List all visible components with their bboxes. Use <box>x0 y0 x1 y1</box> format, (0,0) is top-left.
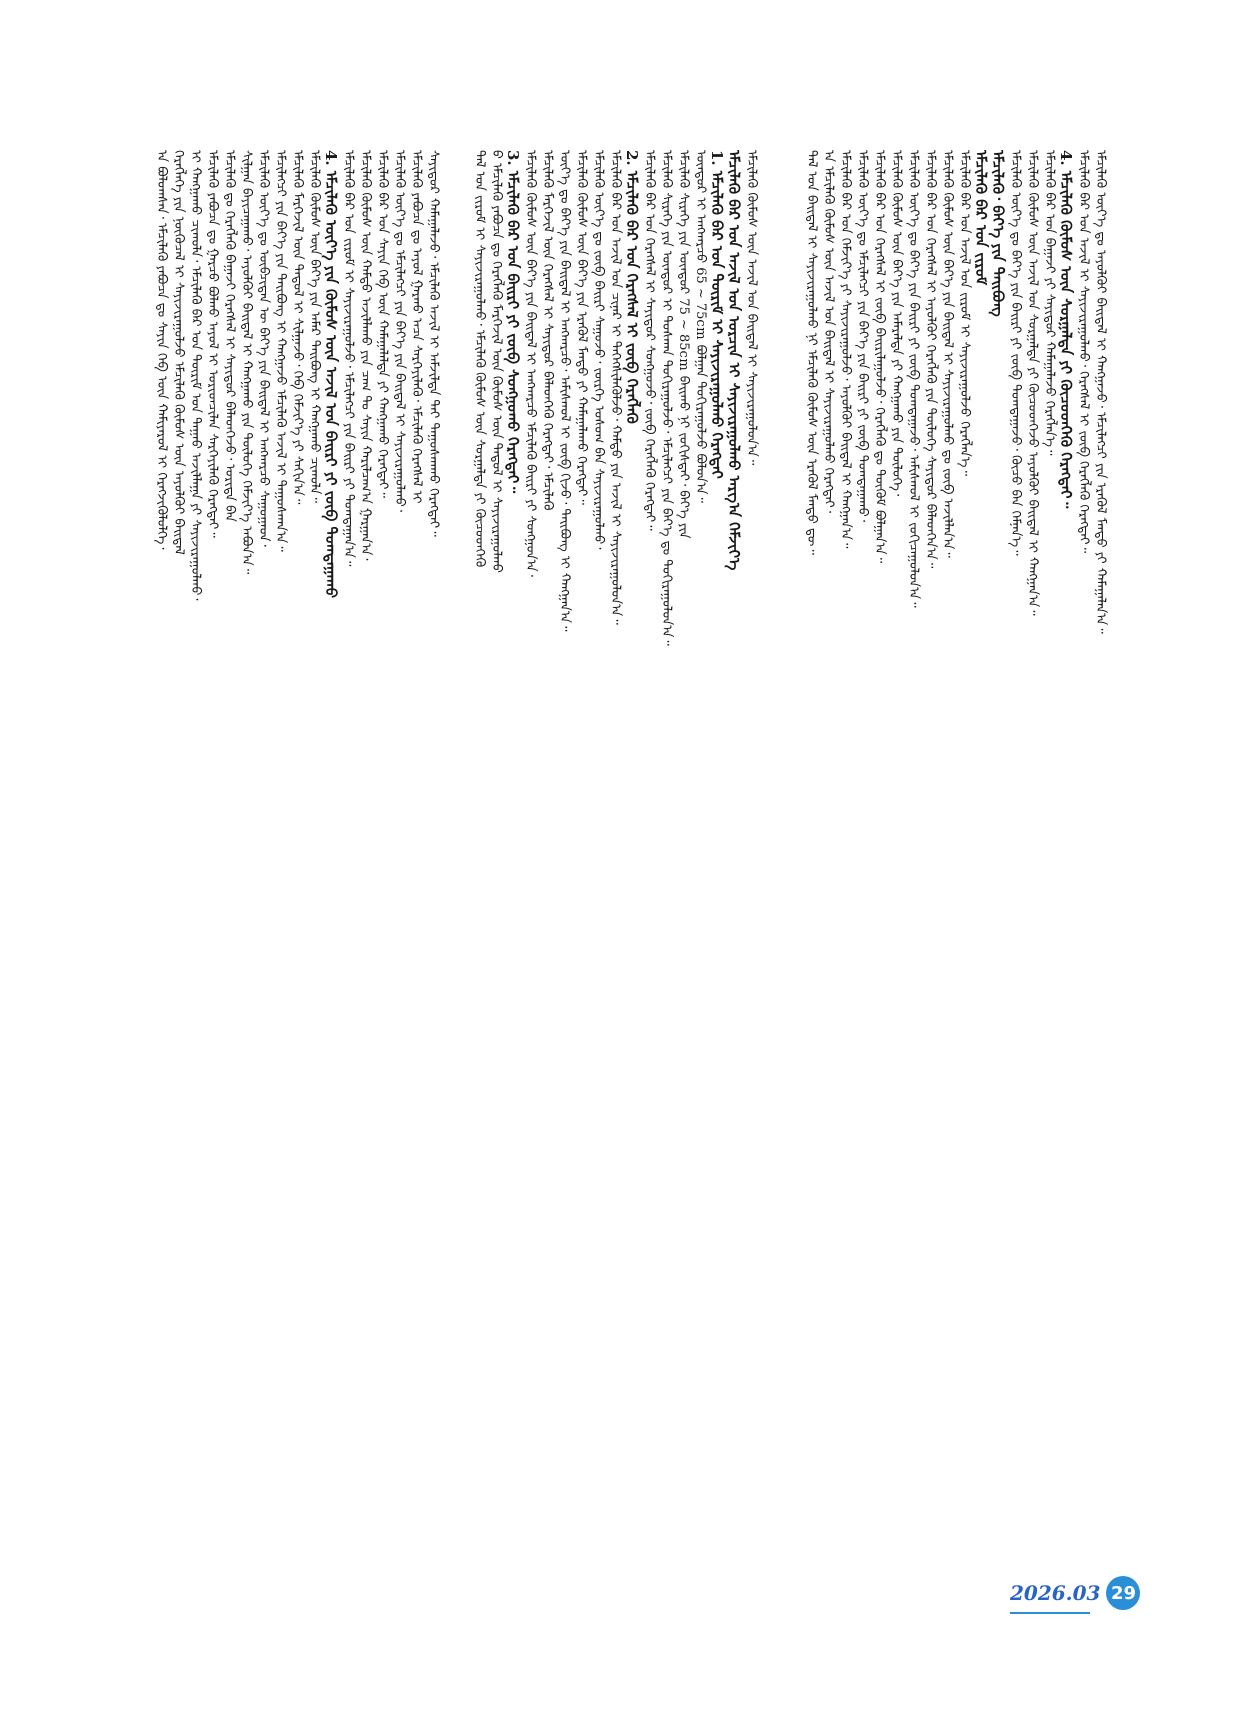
text-column: ᠡᠮᠴᠢᠯᠡᠬᠦ ᠪᠠᠷ ᠤᠨ ᠠᠵᠢᠯ ᠤᠨ ᠵᠢᠷᠤᠮ ᠢ ᠰᠠᠶᠢᠵᠢᠷᠠᠭᠤᠯᠵᠤ ᠬᠡᠷᠡᠭᠯᠡᠨ᠎ᠡ᠃ <box>957 150 972 477</box>
text-column: ᠬᠡᠷᠡᠭᠯᠡᠭᠡ ᠶᠢᠨ ᠨᠥᠬᠦᠴᠡᠯ ᠢ ᠰᠠᠶᠢᠵᠢᠷᠠᠭᠤᠯᠵᠤ ᠡᠮᠴᠢᠯᠡᠬᠦ ᠬᠦᠮᠦᠰ ᠦᠨ ᠠᠶᠤᠯᠭᠦᠢ ᠪᠠᠢᠳᠠᠯ <box>171 150 186 555</box>
text-column: ᠡᠮᠴᠢᠯᠡᠬᠦ ᠬᠦᠮᠦᠰ ᠦᠨ ᠪᠡᠶ᠎ᠡ ᠶᠢᠨ ᠪᠠᠢᠳᠠᠯ ᠢ ᠠᠩᠬᠠᠷᠴᠤ ᠡᠮᠴᠢᠯᠡᠬᠦ ᠪᠠᠢᠷᠢ ᠶᠢ ᠰᠣᠩᠭᠣᠨ᠎ᠠ᠂ <box>523 150 538 577</box>
text-column: ᠡᠮᠴᠢᠯᠡᠬᠦ ᠦᠶ᠎ᠡ ᠳᠤ ᠠᠶᠤᠯᠭᠦᠢ ᠪᠠᠢᠳᠠᠯ ᠢ ᠬᠠᠩᠭᠠᠵᠤ᠂ ᠡᠮᠴᠢᠯᠡᠭᠴᠢ ᠶᠢᠨ ᠡᠷᠡᠭᠦᠯ ᠮᠡᠨᠳᠦ ᠶᠢ ᠬᠠᠮᠠᠭᠠᠯᠠᠨ᠎ᠠ᠃ <box>1093 150 1108 634</box>
section-heading: 2. ᠡᠮᠴᠢᠯᠡᠬᠦ ᠪᠠᠷ ᠤᠨ ᠬᠡᠷᠡᠭᠰᠡᠯ ᠢ ᠵᠥᠪ ᠬᠡᠷᠡᠭᠯᠡᠬᠦ <box>623 150 641 424</box>
footer-underline <box>1010 1612 1090 1614</box>
text-column: ᠡᠮᠴᠢᠯᠡᠬᠦ ᠪᠠᠷ ᠤᠨ ᠰᠠᠶᠢᠨ ᠬᠡᠪ ᠦᠨ ᠬᠠᠮᠠᠭᠠᠯᠠᠯᠲᠠ ᠶᠢ ᠬᠠᠩᠭᠠᠬᠤ ᠬᠡᠷᠡᠭᠲᠡᠢ᠃ <box>375 150 390 498</box>
text-column: ᠡᠮᠴᠢᠯᠡᠬᠦ ᠦᠶ᠎ᠡ ᠳᠤ ᠪᠡᠶ᠎ᠡ ᠶᠢᠨ ᠪᠠᠢᠷᠢ ᠶᠢ ᠵᠥᠪ ᠲᠣᠭᠲᠠᠭᠠᠵᠤ᠂ ᠠᠮᠢᠰᠬᠤᠯ ᠢ ᠵᠣᠬᠢᠴᠠᠭᠤᠯᠤᠨ᠎ᠠ᠃ <box>906 150 921 608</box>
text-column: ᠡᠮᠴᠢᠯᠡᠬᠦ ᠬᠦᠮᠦᠰ ᠦᠨ ᠠᠵᠢᠯ ᠤᠨ ᠪᠠᠢᠳᠠᠯ ᠢ ᠰᠠᠶᠢᠵᠢᠷᠠᠭᠤᠯᠤᠨ᠎ᠠ᠃ <box>744 150 759 466</box>
text-column: ᠡᠮᠴᠢᠯᠡᠬᠦ ᠮᠡᠷᠭᠡᠵᠢᠯ ᠦᠨ ᠬᠡᠷᠡᠭᠰᠡᠯ ᠢ ᠰᠠᠶᠢᠲᠤᠷ ᠪᠡᠯᠡᠳᠬᠡᠬᠦ ᠬᠡᠷᠡᠭᠲᠡᠢ᠂ ᠡᠮᠴᠢᠯᠡᠬᠦ <box>540 150 555 511</box>
text-column: ᠡᠮᠴᠢᠯᠡᠬᠦ ᠰᠢᠷᠡᠭᠡ ᠶᠢᠨ ᠥᠨᠳᠦᠷ 75 ~ 85cm ᠪᠠᠢᠬᠤ ᠨᠢ ᠵᠣᠬᠢᠰᠲᠠᠢ᠂ ᠪᠡᠶ᠎ᠡ ᠶᠢᠨ <box>676 150 691 539</box>
section-heading: 3. ᠡᠮᠴᠢᠯᠡᠬᠦ ᠪᠠᠷ ᠤᠨ ᠪᠠᠢᠷᠢ ᠶᠢ ᠵᠥᠪ ᠰᠣᠩᠭᠣᠬᠤ ᠬᠡᠷᠡᠭᠲᠡᠢ᠃ <box>504 150 522 494</box>
text-column: ᠡᠮᠴᠢᠯᠡᠬᠦ ᠦᠶ᠎ᠡ ᠳᠤ ᠵᠥᠪ ᠪᠠᠢᠷᠢ ᠰᠠᠭᠤᠵᠤ᠂ ᠵᠦᠷᠬᠡ ᠤᠰᠤᠭ ᠪᠠᠨ ᠰᠠᠶᠢᠵᠢᠷᠠᠭᠤᠯᠬᠤ᠂ <box>591 150 606 550</box>
text-column: ᠡᠮᠴᠢᠯᠡᠬᠦ ᠪᠠᠷ ᠤᠨ ᠪᠠᠭᠠᠵᠢ ᠶᠢ ᠰᠠᠶᠢᠲᠤᠷ ᠬᠠᠮᠠᠭᠠᠯᠠᠵᠤ ᠬᠡᠷᠡᠭᠯᠡᠨ᠎ᠡ᠃ <box>1042 150 1057 456</box>
section-heading: 4. ᠡᠮᠴᠢᠯᠡᠬᠦ ᠦᠶ᠎ᠡ ᠶᠢᠨ ᠬᠦᠮᠦᠰ ᠦᠨ ᠠᠵᠢᠯ ᠤᠨ ᠪᠠᠢᠷᠢ ᠶᠢ ᠵᠦᠪ ᠲᠣᠭᠲᠠᠭᠠᠬᠤ <box>322 150 340 598</box>
text-column: ᠡᠮᠴᠢᠯᠡᠬᠦ ᠬᠦᠮᠦᠰ ᠦᠨ ᠪᠡᠶ᠎ᠡ ᠶᠢᠨ ᠠᠮᠠᠷᠠᠯᠲᠠ ᠶᠢ ᠬᠠᠩᠭᠠᠬᠤ ᠶᠢᠨ ᠲᠥᠯᠦᠭᠡ᠂ <box>889 150 904 497</box>
text-column: ᠡᠮᠴᠢᠯᠡᠬᠦ ᠬᠦᠮᠦᠰ ᠦᠨ ᠪᠡᠶ᠎ᠡ ᠶᠢᠨ ᠪᠠᠢᠳᠠᠯ ᠢ ᠰᠠᠶᠢᠵᠢᠷᠠᠭᠤᠯᠬᠤ ᠳᠤ ᠵᠥᠪ ᠠᠵᠢᠯᠯᠠᠨ᠎ᠠ᠃ <box>940 150 955 558</box>
text-section-middle <box>468 150 768 1490</box>
page-text-body <box>150 150 1108 1490</box>
text-column: ᠦᠶ᠎ᠡ ᠳᠤ ᠪᠡᠶ᠎ᠡ ᠶᠢᠨ ᠪᠠᠢᠳᠠᠯ ᠢ ᠠᠩᠬᠠᠷᠴᠤ᠂ ᠠᠮᠢᠰᠬᠤᠯ ᠢ ᠵᠥᠪ ᠬᠢᠵᠦ᠂ ᠲᠠᠢᠪᠤᠩ ᠢ ᠬᠠᠩᠭᠠᠨ᠎ᠠ᠃ <box>557 150 572 632</box>
text-column: ᠡᠮᠴᠢᠯᠡᠬᠦ ᠪᠠᠷ ᠤᠨ ᠠᠵᠢᠯ ᠤᠨ ᠴᠢᠨᠠᠷ ᠢ ᠳᠡᠭᠡᠭᠰᠢᠯᠡᠭᠦᠯᠵᠦ᠂ ᠬᠠᠮᠲᠤ ᠶᠢᠨ ᠠᠵᠢᠯ ᠢ ᠰᠠᠶᠢᠵᠢᠷᠠᠭᠤᠯᠤᠨ᠎ᠠ᠃ <box>608 150 623 625</box>
text-column: ᠡᠮᠴᠢᠯᠡᠬᠦ ᠳᠤ ᠬᠡᠷᠡᠭᠯᠡᠬᠦ ᠪᠠᠭᠠᠵᠢ ᠬᠡᠷᠡᠭᠰᠡᠯ ᠢ ᠰᠠᠶᠢᠲᠤᠷ ᠪᠡᠯᠡᠳᠬᠡᠵᠦ᠂ ᠤᠷᠢᠳᠠ ᠪᠡᠨ <box>222 150 237 522</box>
text-column: ᠡᠮᠴᠢᠯᠡᠬᠦ ᠬᠦᠮᠦᠰ ᠦᠨ ᠬᠠᠮᠲᠤ ᠠᠵᠢᠯᠯᠠᠬᠤ ᠶᠢᠨ ᠴᠠᠭ ᠲᠤ ᠰᠠᠶᠢᠨ ᠬᠠᠷᠢᠯᠴᠠᠭ᠎ᠠ ᠭᠠᠷᠭᠠᠨ᠎ᠠ᠂ <box>358 150 373 561</box>
text-column: ᠡᠮᠴᠢᠯᠡᠬᠦ ᠬᠦᠮᠦᠰ ᠦᠨ ᠪᠡᠶ᠎ᠡ ᠶᠢᠨ ᠡᠷᠡᠭᠦᠯ ᠮᠡᠨᠳᠦ ᠶᠢ ᠬᠠᠮᠠᠭᠠᠯᠠᠬᠤ ᠬᠡᠷᠡᠭᠲᠡᠢ᠃ <box>574 150 589 505</box>
text-column: ᠡᠮᠴᠢᠯᠡᠬᠦ ᠪᠠᠷ ᠤᠨ ᠬᠡᠷᠡᠭᠰᠡᠯ ᠢ ᠵᠥᠪ ᠪᠠᠢᠷᠢᠯᠠᠭᠤᠯᠵᠤ᠂ ᠬᠡᠷᠡᠭᠯᠡᠬᠦ ᠳᠤ ᠳᠥᠬᠦᠮ ᠪᠣᠯᠭᠠᠨ᠎ᠠ᠃ <box>872 150 887 564</box>
text-column: ᠡᠮᠴᠢᠯᠡᠬᠦ ᠪᠠᠷ ᠤᠨ ᠬᠡᠮᠵᠢᠶ᠎ᠡ ᠶᠢ ᠰᠠᠶᠢᠵᠢᠷᠠᠭᠤᠯᠵᠤ᠂ ᠠᠶᠤᠯᠭᠦᠢ ᠪᠠᠢᠳᠠᠯ ᠢ ᠬᠠᠩᠭᠠᠨ᠎ᠠ᠃ <box>838 150 853 549</box>
text-column: ᠡᠮᠴᠢᠯᠡᠬᠦ ᠰᠢᠷᠡᠭᠡ ᠶᠢᠨ ᠥᠨᠳᠦᠷ ᠢ ᠳᠤᠰᠬᠠᠨ ᠲᠣᠬᠢᠷᠠᠭᠤᠯᠵᠤ᠂ ᠡᠮᠴᠢᠯᠡᠭᠴᠢ ᠶᠢᠨ ᠪᠡᠶ᠎ᠡ ᠳᠤ ᠲᠣᠬᠢᠷᠠᠭᠤᠯᠤᠨ᠎ᠠ᠃ <box>659 150 674 646</box>
text-column: ᠡᠮᠴᠢᠯᠡᠬᠦ ᠦᠶ᠎ᠡ ᠳᠤ ᠡᠮᠴᠢᠯᠡᠭᠴᠢ ᠶᠢᠨ ᠪᠡᠶ᠎ᠡ ᠶᠢᠨ ᠪᠠᠢᠷᠢ ᠶᠢ ᠵᠥᠪ ᠲᠣᠭᠲᠠᠭᠠᠬᠤ᠂ <box>855 150 870 523</box>
text-column: ᠡᠮᠴᠢᠯᠡᠬᠦ ᠶᠠᠪᠤᠴᠠ ᠳᠤ ᠭᠠᠷᠴᠤ ᠪᠣᠯᠬᠤ ᠠᠶᠤᠯ ᠢ ᠤᠷᠢᠳᠴᠢᠯᠠᠨ ᠰᠡᠷᠭᠡᠶᠢᠯᠡᠬᠦ ᠬᠡᠷᠡᠭᠲᠡᠢ᠃ <box>205 150 220 538</box>
text-column: ᠡᠮᠴᠢᠯᠡᠬᠦ ᠶᠠᠪᠤᠴᠠ ᠳᠤ ᠠᠶᠤᠯ ᠭᠠᠷᠬᠤ ᠠᠴᠠ ᠰᠡᠷᠭᠡᠶᠢᠯᠡᠬᠦ᠂ ᠡᠮᠴᠢᠯᠡᠬᠦ ᠬᠡᠷᠡᠭᠰᠡᠯ ᠢ <box>409 150 424 504</box>
text-column: ᠰᠢᠯᠭᠠᠨ ᠪᠠᠶᠢᠴᠠᠭᠠᠬᠤ᠂ ᠠᠶᠤᠯᠭᠦᠢ ᠪᠠᠢᠳᠠᠯ ᠢ ᠬᠠᠩᠭᠠᠬᠤ ᠶᠢᠨ ᠲᠦᠯᠦᠭᠡ ᠬᠡᠮᠵᠢᠶ᠎ᠡ ᠠᠪᠤᠨ᠎ᠠ᠃ <box>239 150 254 575</box>
text-column: ᠲᠠᠯ ᠤᠨ ᠵᠢᠷᠤᠮ ᠢ ᠰᠠᠶᠢᠵᠢᠷᠠᠭᠤᠯᠬᠤ᠂ ᠡᠮᠴᠢᠯᠡᠬᠦ ᠬᠦᠮᠦᠰ ᠦᠨ ᠰᠤᠷᠭᠠᠯᠲᠠ ᠶᠢ ᠬᠦᠴᠦᠳᠬᠡᠬᠦ <box>472 150 487 568</box>
text-column: ᠡᠮᠴᠢᠯᠡᠬᠦ ᠦᠶ᠎ᠡ ᠳᠤ ᠥᠪᠴᠢᠲᠡᠨ ᠦ ᠪᠡᠶ᠎ᠡ ᠶᠢᠨ ᠪᠠᠢᠳᠠᠯ ᠢ ᠠᠩᠬᠠᠷᠴᠤ ᠰᠠᠭᠤᠭᠠᠳ᠂ <box>256 150 271 547</box>
page-number-badge: 29 <box>1106 1576 1140 1610</box>
text-column-bold: ᠡᠮᠴᠢᠯᠡᠬᠦ ᠪᠠᠷ ᠤᠨ ᠠᠵᠢᠯ ᠤᠨ ᠤᠷᠴᠢᠨ ᠢ ᠰᠠᠶᠢᠵᠢᠷᠠᠭᠤᠯᠬᠤ ᠠᠷᠭ᠎ᠠ ᠬᠡᠮᠵᠢᠶ᠎ᠡ <box>725 150 743 571</box>
text-column: ᠢ ᠬᠠᠩᠭᠠᠬᠤ ᠴᠢᠬᠤᠯᠠ᠂ ᠡᠮᠴᠢᠯᠡᠬᠦ ᠪᠠᠷ ᠤᠨ ᠳᠦᠷᠢᠮ ᠤᠨ ᠳᠠᠭᠠᠤ ᠠᠵᠢᠯᠯᠠᠭᠠ ᠶᠢ ᠰᠠᠶᠢᠵᠢᠷᠠᠭᠤᠯᠬᠤ᠂ <box>188 150 203 601</box>
text-column: ᠡᠮᠴᠢᠯᠡᠬᠦ ᠪᠠᠷ ᠤᠨ ᠬᠡᠷᠡᠭᠰᠡᠯ ᠢ ᠠᠶᠤᠯᠭᠦᠢ ᠬᠡᠷᠡᠭᠯᠡᠬᠦ ᠶᠢᠨ ᠲᠥᠯᠦᠭᠡ ᠰᠠᠶᠢᠲᠤᠷ ᠪᠡᠯᠡᠳᠬᠡᠨ᠎ᠠ᠃ <box>923 150 938 569</box>
text-column: ᠡᠮᠴᠢᠯᠡᠬᠦ ᠦᠶ᠎ᠡ ᠳᠤ ᠡᠮᠴᠢᠯᠡᠭᠴᠢ ᠶᠢᠨ ᠪᠡᠶ᠎ᠡ ᠶᠢᠨ ᠪᠠᠢᠳᠠᠯ ᠢ ᠰᠠᠶᠢᠵᠢᠷᠠᠭᠤᠯᠬᠤ᠂ <box>392 150 407 512</box>
text-column: ᠡᠮᠴᠢᠯᠡᠬᠦ ᠮᠡᠷᠭᠡᠵᠢᠯ ᠦᠨ ᠳᠠᠳᠤᠯ ᠢ ᠰᠢᠯᠭᠠᠵᠤ᠂ ᠬᠡᠪ ᠬᠡᠮᠵᠢᠶ᠎ᠡ ᠶᠢ ᠰᠠᠬᠢᠨ᠎ᠠ᠃ <box>290 150 305 505</box>
section-heading: 4. ᠡᠮᠴᠢᠯᠡᠬᠦ ᠬᠦᠮᠦᠰ ᠦᠨ ᠰᠤᠷᠭᠠᠯᠲᠠ ᠶᠢ ᠬᠦᠴᠦᠳᠬᠡᠬᠦ ᠬᠡᠷᠡᠭᠲᠡᠢ᠃ <box>1057 150 1075 509</box>
text-column: ᠪ ᠡᠮᠴᠢᠯᠡᠬᠦ ᠶᠠᠪᠤᠴᠠ ᠳᠤ ᠬᠡᠷᠡᠭᠯᠡᠬᠦ ᠮᠡᠷᠭᠡᠵᠢᠯ ᠦᠨ ᠬᠦᠮᠦᠰ ᠦᠨ ᠳᠠᠳᠤᠯ ᠢ ᠰᠠᠶᠢᠵᠢᠷᠠᠭᠤᠯᠬᠤ <box>489 150 504 573</box>
text-column: ᠥᠨᠳᠦᠷ ᠢ ᠠᠩᠬᠠᠷᠴᠤ 65 ~ 75cm ᠪᠣᠯᠭᠠᠨ ᠲᠣᠬᠢᠷᠠᠭᠤᠯᠵᠤ ᠪᠣᠯᠤᠨ᠎ᠠ᠃ <box>693 150 708 503</box>
text-column: ᠡᠮᠴᠢᠯᠡᠬᠦ ᠪᠠᠷ ᠤᠨ ᠬᠡᠷᠡᠭᠰᠡᠯ ᠢ ᠰᠠᠶᠢᠲᠤᠷ ᠰᠣᠩᠭᠣᠵᠤ᠂ ᠵᠥᠪ ᠬᠡᠷᠡᠭᠯᠡᠬᠦ ᠬᠡᠷᠡᠭᠲᠡᠢ᠃ <box>642 150 657 531</box>
issue-number: 2026.03 <box>1010 1581 1101 1605</box>
text-section-left <box>150 150 440 1490</box>
text-column: ᠡᠮᠴᠢᠯᠡᠬᠦ ᠬᠦᠮᠦᠰ ᠦᠨ ᠪᠡᠶ᠎ᠡ ᠶᠢᠨ ᠠᠮᠠᠷ ᠲᠠᠢᠪᠤᠩ ᠢ ᠬᠠᠩᠭᠠᠬᠤ ᠴᠢᠬᠤᠯᠠ᠃ <box>307 150 322 503</box>
text-column: ᠠ ᠪᠤᠯᠤᠭᠰᠠᠨ᠂ ᠡᠮᠴᠢᠯᠡᠬᠦ ᠶᠠᠪᠤᠴᠠ ᠳᠤ ᠰᠠᠶᠢᠨ ᠬᠡᠪ ᠦᠨ ᠬᠠᠮᠢᠶᠠᠷᠤᠯ ᠢ ᠬᠡᠷᠡᠭᠵᠢᠭᠦᠯᠦᠯᠭᠡ᠂ <box>154 150 169 550</box>
text-column: ᠡᠮᠴᠢᠯᠡᠬᠦ ᠪᠠᠷ ᠤᠨ ᠠᠵᠢᠯ ᠢ ᠰᠠᠶᠢᠵᠢᠷᠠᠭᠤᠯᠬᠤ᠂ ᠬᠡᠷᠡᠭᠰᠡᠯ ᠢ ᠵᠥᠪ ᠬᠡᠷᠡᠭᠯᠡᠬᠦ ᠬᠡᠷᠡᠭᠲᠡᠢ᠃ <box>1076 150 1091 554</box>
section-heading: ᠡᠮᠴᠢᠯᠡᠬᠦ ᠪᠠᠷ ᠤᠨ ᠵᠢᠷᠤᠮ <box>972 150 990 286</box>
text-column: ᠰᠠᠶᠢᠲᠤᠷ ᠬᠠᠮᠠᠭᠠᠯᠠᠵᠤ᠂ ᠡᠮᠴᠢᠯᠡᠬᠦ ᠠᠵᠢᠯ ᠢ ᠠᠮᠵᠢᠯᠲᠠ ᠲᠠᠢ ᠳᠠᠭᠤᠰᠬᠠᠬᠤ ᠬᠡᠷᠡᠭᠲᠡᠢ᠃ <box>426 150 441 537</box>
section-heading: 1. ᠡᠮᠴᠢᠯᠡᠬᠦ ᠪᠠᠷ ᠤᠨ ᠳᠦᠷᠢᠮ ᠢ ᠰᠠᠶᠢᠵᠢᠷᠠᠭᠤᠯᠬᠤ ᠬᠡᠷᠡᠭᠲᠡᠢ <box>708 150 726 479</box>
text-column: ᠠ ᠡᠮᠴᠢᠯᠡᠬᠦ ᠬᠦᠮᠦᠰ ᠦᠨ ᠠᠵᠢᠯ ᠤᠨ ᠪᠠᠢᠳᠠᠯ ᠢ ᠰᠠᠶᠢᠵᠢᠷᠠᠭᠤᠯᠬᠤ ᠬᠡᠷᠡᠭᠲᠡᠢ᠂ <box>821 150 836 513</box>
text-column: ᠡᠮᠴᠢᠯᠡᠭᠴᠢ ᠶᠢᠨ ᠪᠡᠶ᠎ᠡ ᠶᠢᠨ ᠲᠠᠢᠪᠤᠩ ᠢ ᠬᠠᠩᠭᠠᠵᠤ ᠡᠮᠴᠢᠯᠡᠬᠦ ᠠᠵᠢᠯ ᠢ ᠳᠠᠭᠤᠰᠬᠠᠨ᠎ᠠ᠃ <box>273 150 288 552</box>
page-footer <box>1010 1576 1140 1610</box>
text-section-right <box>800 150 1108 1490</box>
text-column: ᠲᠠᠯ ᠤᠨ ᠪᠠᠢᠳᠠᠯ ᠢ ᠰᠠᠶᠢᠵᠢᠷᠠᠭᠤᠯᠬᠤ ᠨᠢ ᠡᠮᠴᠢᠯᠡᠬᠦ ᠬᠦᠮᠦᠰ ᠦᠨ ᠡᠷᠡᠭᠦᠯ ᠮᠡᠨᠳᠦ ᠳᠦ᠃ <box>804 150 819 555</box>
text-column: ᠡᠮᠴᠢᠯᠡᠬᠦ ᠦᠶ᠎ᠡ ᠳᠤ ᠪᠡᠶ᠎ᠡ ᠶᠢᠨ ᠪᠠᠢᠷᠢ ᠶᠢ ᠵᠥᠪ ᠲᠣᠭᠲᠠᠭᠠᠵᠤ᠂ ᠬᠦᠴᠦ ᠪᠡᠨ ᠬᠡᠮᠨᠡᠨ᠎ᠡ᠃ <box>1008 150 1023 556</box>
text-column: ᠡᠮᠴᠢᠯᠡᠬᠦ ᠬᠦᠮᠦᠰ ᠦᠨ ᠠᠵᠢᠯ ᠤᠨ ᠰᠤᠷᠭᠠᠯᠲᠠ ᠶᠢ ᠬᠦᠴᠦᠳᠬᠡᠵᠦ ᠠᠶᠤᠯᠭᠦᠢ ᠪᠠᠢᠳᠠᠯ ᠢ ᠬᠠᠩᠭᠠᠨ᠎ᠠ᠃ <box>1025 150 1040 616</box>
section-heading: ᠡᠮᠴᠢᠯᠡᠬᠦ᠂ ᠪᠡᠶ᠎ᠡ ᠶᠢᠨ ᠲᠠᠢᠪᠤᠩ <box>989 150 1007 317</box>
text-column: ᠡᠮᠴᠢᠯᠡᠬᠦ ᠪᠠᠷ ᠤᠨ ᠵᠢᠷᠤᠮ ᠢ ᠰᠠᠶᠢᠵᠢᠷᠠᠭᠤᠯᠵᠤ᠂ ᠡᠮᠴᠢᠯᠡᠭᠴᠢ ᠶᠢᠨ ᠪᠠᠢᠷᠢ ᠶᠢ ᠲᠣᠭᠲᠠᠭᠠᠨ᠎ᠠ᠃ <box>341 150 356 567</box>
